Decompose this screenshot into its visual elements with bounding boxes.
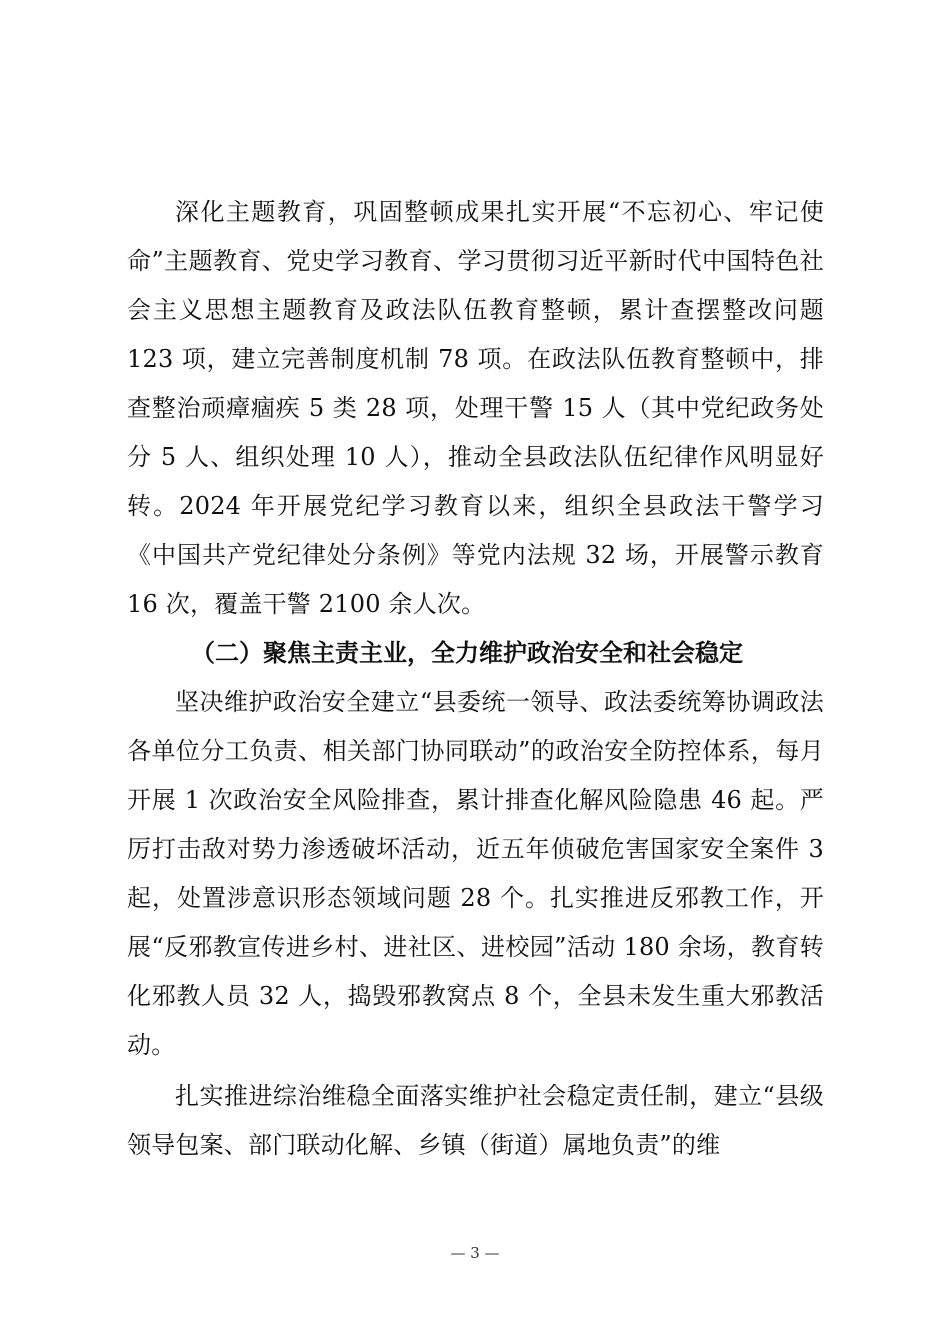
document-body: [127, 188, 824, 1170]
page-number: — 3 —: [450, 1244, 500, 1262]
section-heading: （二）聚焦主责主业，全力维护政治安全和社会稳定: [191, 639, 743, 667]
paragraph-theme-education: 深化主题教育，巩固整顿成果扎实开展“不忘初心、牢记使命”主题教育、党史学习教育、学习贯彻习近平新时代中国特色社会主义思想主题教育及政法队伍教育整顿，累计查摆整改问题 123 项，建立完善制度机制 78 项。在政法队伍教育整顿中，排查整治顽瘴痼疾 5 类 28 项，处理干警 15 人（其中党纪政务处分 5 人、组织处理 10 人），推动全县政法队伍纪律作风明显好转。2024 年开展党纪学习教育以来，组织全县政法干警学习《中国共产党纪律处分条例》等党内法规 32 场，开展警示教育 16 次，覆盖干警 2100 余人次。: [127, 198, 824, 618]
paragraph-stability: 扎实推进综治维稳全面落实维护社会稳定责任制，建立“县级领导包案、部门联动化解、乡镇（街道）属地负责”的维: [127, 1082, 824, 1159]
paragraph-political-security: 坚决维护政治安全建立“县委统一领导、政法委统筹协调政法各单位分工负责、相关部门协同联动”的政治安全防控体系，每月开展 1 次政治安全风险排查，累计排查化解风险隐患 46 起。严厉打击敌对势力渗透破坏活动，近五年侦破危害国家安全案件 3 起，处置涉意识形态领域问题 28 个。扎实推进反邪教工作，开展“反邪教宣传进乡村、进社区、进校园”活动 180 余场，教育转化邪教人员 32 人，捣毁邪教窝点 8 个，全县未发生重大邪教活动。: [127, 688, 824, 1059]
